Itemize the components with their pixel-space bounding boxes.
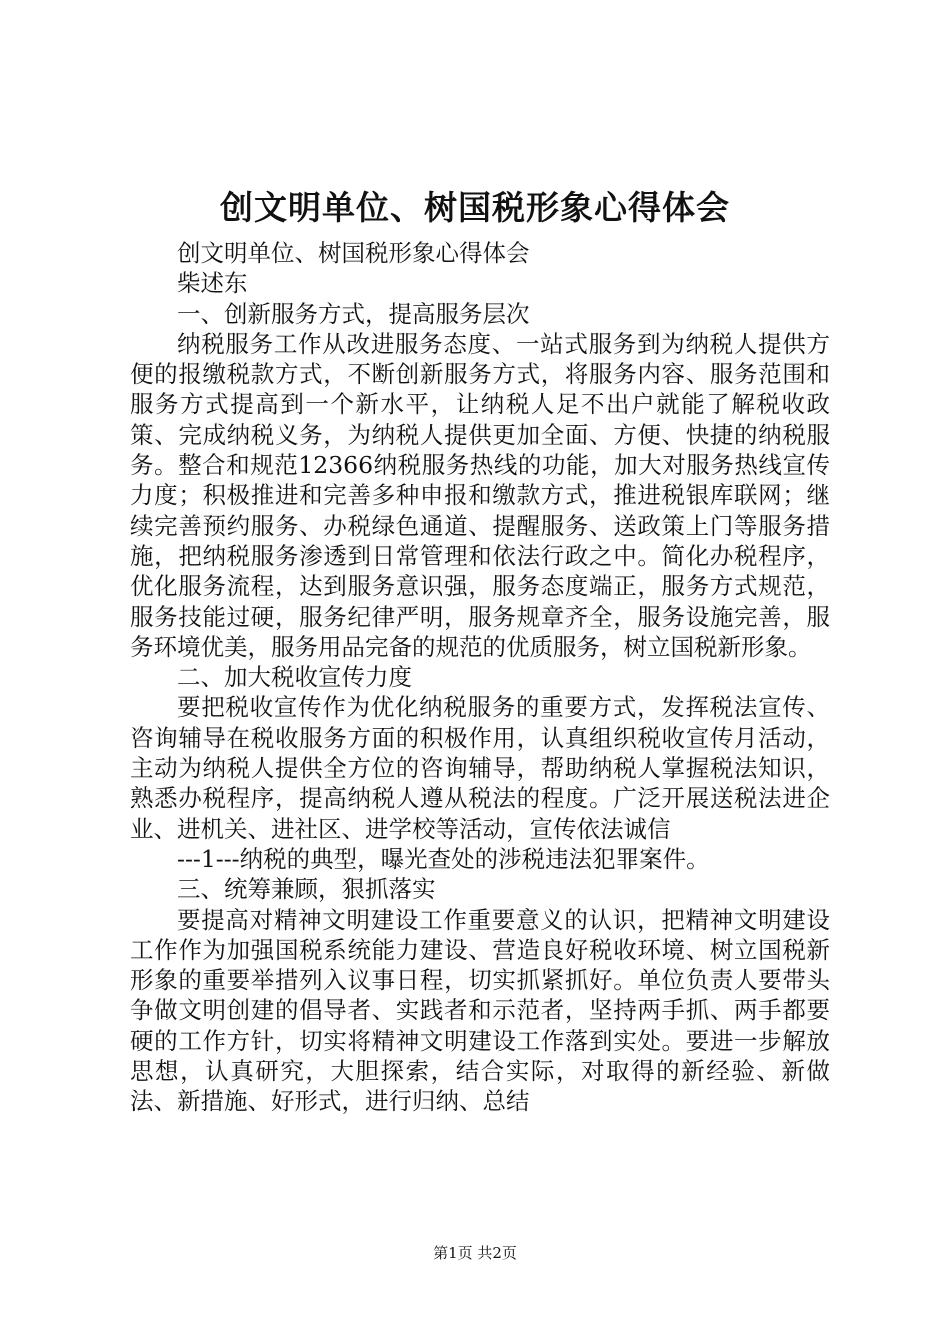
document-title: 创文明单位、树国税形象心得体会 [220, 188, 730, 227]
subtitle-line: 创文明单位、树国税形象心得体会 [177, 239, 530, 267]
author-line: 柴述东 [177, 269, 248, 298]
paragraph-3: 要提高对精神文明建设工作重要意义的认识，把精神文明建设工作作为加强国税系统能力建设、营造良好税收环境、树立国税新形象的重要举措列入议事日程，切实抓紧抓好。单位负责人要带头争做文明创建的倡导者、实践者和示范者，坚持两手抓、两手都要硬的工作方针，切实将精神文明建设工作落到实处。要进一步解放思想，认真研究，大胆探索，结合实际，对取得的新经验、新做法、新措施、好形式，进行归纳、总结 [130, 905, 830, 1116]
section-heading-1: 一、创新服务方式，提高服务层次 [177, 299, 530, 328]
section-heading-2: 二、加大税收宣传力度 [177, 663, 412, 692]
document-body [130, 238, 830, 1117]
paragraph-1: 纳税服务工作从改进服务态度、一站式服务到为纳税人提供方便的报缴税款方式，不断创新服务方式，将服务内容、服务范围和服务方式提高到一个新水平，让纳税人足不出户就能了解税收政策、完成纳税义务，为纳税人提供更加全面、方便、快捷的纳税服务。整合和规范12366纳税服务热线的功能，加大对服务热线宣传力度；积极推进和完善多种申报和缴款方式，推进税银库联网；继续完善预约服务、办税绿色通道、提醒服务、送政策上门等服务措施，把纳税服务渗透到日常管理和依法行政之中。简化办税程序，优化服务流程，达到服务意识强，服务态度端正，服务方式规范，服务技能过硬，服务纪律严明，服务规章齐全，服务设施完善，服务环境优美，服务用品完备的规范的优质服务，树立国税新形象。 [130, 329, 830, 661]
paragraph-2-continued: ---1---纳税的典型，曝光查处的涉税违法犯罪案件。 [177, 844, 710, 873]
page-footer: 第1页 共2页 [433, 1244, 517, 1262]
section-heading-3: 三、统筹兼顾，狠抓落实 [177, 875, 436, 904]
paragraph-2: 要把税收宣传作为优化纳税服务的重要方式，发挥税法宣传、咨询辅导在税收服务方面的积极作用，认真组织税收宣传月活动，主动为纳税人提供全方位的咨询辅导，帮助纳税人掌握税法知识，熟悉办税程序，提高纳税人遵从税法的程度。广泛开展送税法进企业、进机关、进社区、进学校等活动，宣传依法诚信 [130, 693, 830, 843]
